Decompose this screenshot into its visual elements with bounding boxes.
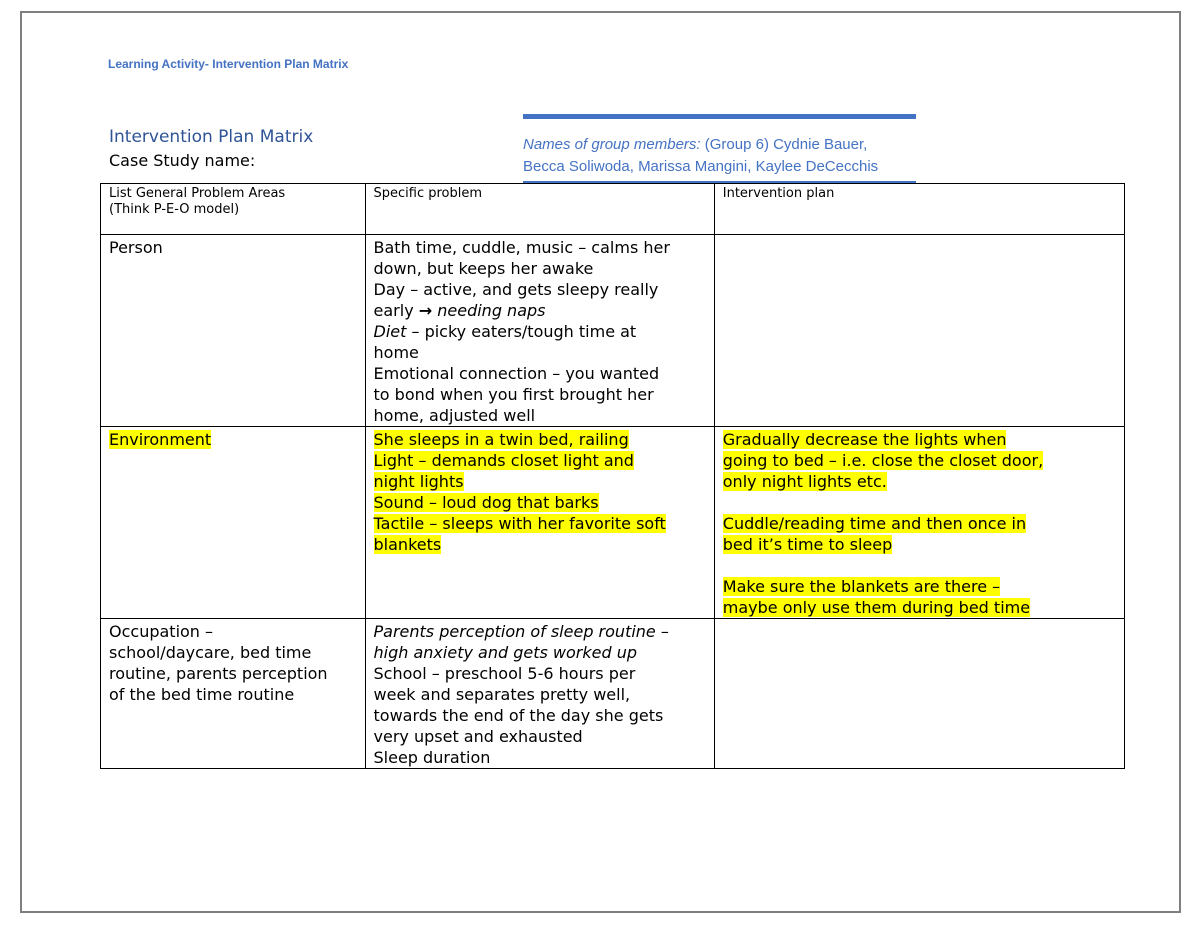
header-problem-areas-line2: (Think P-E-O model) — [109, 202, 240, 217]
table-header-row — [101, 184, 1125, 235]
occupation-problem-line: very upset and exhausted — [373, 727, 583, 746]
environment-problem-line: night lights — [373, 472, 464, 491]
occupation-problem-line: week and separates pretty well, — [373, 685, 631, 704]
person-problem-early: early — [373, 301, 419, 320]
page-header: Learning Activity- Intervention Plan Matrix — [108, 57, 349, 71]
person-problem-line: Bath time, cuddle, music – calms her — [373, 238, 670, 257]
person-problem-needing-naps: needing naps — [432, 301, 546, 320]
person-problem-line: Day – active, and gets sleepy really — [373, 280, 659, 299]
header-problem-areas — [101, 184, 366, 235]
occupation-problem-line: Parents perception of sleep routine – — [373, 622, 669, 641]
table-row-environment — [101, 427, 1125, 619]
intervention-plan-table — [100, 183, 1125, 769]
occupation-area-line: of the bed time routine — [109, 685, 295, 704]
environment-problem — [365, 427, 714, 619]
environment-plan-line: Make sure the blankets are there – — [722, 577, 1001, 596]
occupation-problem-line: towards the end of the day she gets — [373, 706, 664, 725]
person-problem-diet: Diet — [373, 322, 407, 341]
environment-problem-line: Tactile – sleeps with her favorite soft — [373, 514, 666, 533]
person-problem-line: Emotional connection – you wanted — [373, 364, 660, 383]
person-area — [101, 235, 366, 427]
document-title: Intervention Plan Matrix — [109, 127, 314, 147]
person-plan — [714, 235, 1124, 427]
environment-plan-line: bed it’s time to sleep — [722, 535, 893, 554]
environment-plan-line: Cuddle/reading time and then once in — [722, 514, 1027, 533]
person-problem-diet-rest: – picky eaters/tough time at — [406, 322, 637, 341]
environment-plan-line: maybe only use them during bed time — [722, 598, 1031, 617]
environment-problem-line: Sound – loud dog that barks — [373, 493, 599, 512]
person-problem-line — [374, 300, 706, 321]
header-specific-problem: Specific problem — [365, 184, 714, 235]
person-problem-line: down, but keeps her awake — [373, 259, 594, 278]
occupation-problem-line: high anxiety and gets worked up — [373, 643, 637, 662]
occupation-problem — [365, 619, 714, 769]
group-members-line1: (Group 6) Cydnie Bauer, — [700, 136, 868, 153]
environment-plan-line: going to bed – i.e. close the closet door, — [722, 451, 1044, 470]
group-members-label: Names of group members: — [523, 136, 701, 153]
person-problem — [365, 235, 714, 427]
arrow-right-icon: → — [418, 301, 433, 320]
occupation-problem-line: Sleep duration — [373, 748, 491, 767]
person-problem-line: to bond when you first brought her — [373, 385, 654, 404]
group-members — [523, 134, 923, 178]
environment-plan-line: Gradually decrease the lights when — [722, 430, 1007, 449]
occupation-area-line: routine, parents perception — [109, 664, 328, 683]
occupation-problem-line: School – preschool 5-6 hours per — [373, 664, 636, 683]
person-area-label: Person — [109, 238, 163, 257]
occupation-area — [101, 619, 366, 769]
occupation-plan — [714, 619, 1124, 769]
occupation-area-line: school/daycare, bed time — [109, 643, 312, 662]
environment-plan-line: only night lights etc. — [722, 472, 887, 491]
environment-area-label: Environment — [109, 430, 212, 449]
environment-problem-line: Light – demands closet light and — [373, 451, 634, 470]
occupation-area-line: Occupation – — [109, 622, 214, 641]
case-study-label: Case Study name: — [109, 151, 256, 170]
environment-problem-line: blankets — [373, 535, 442, 554]
environment-area — [101, 427, 366, 619]
group-box-top-border — [523, 114, 916, 119]
person-problem-line: home — [373, 343, 419, 362]
table-row-person — [101, 235, 1125, 427]
header-intervention-plan: Intervention plan — [714, 184, 1124, 235]
header-problem-areas-line1: List General Problem Areas — [109, 186, 286, 201]
environment-plan — [714, 427, 1124, 619]
environment-problem-line: She sleeps in a twin bed, railing — [373, 430, 629, 449]
person-problem-line: home, adjusted well — [373, 406, 536, 425]
group-members-line2: Becca Soliwoda, Marissa Mangini, Kaylee DeCecchis — [523, 158, 879, 175]
table-row-occupation — [101, 619, 1125, 769]
person-problem-line — [374, 321, 706, 342]
